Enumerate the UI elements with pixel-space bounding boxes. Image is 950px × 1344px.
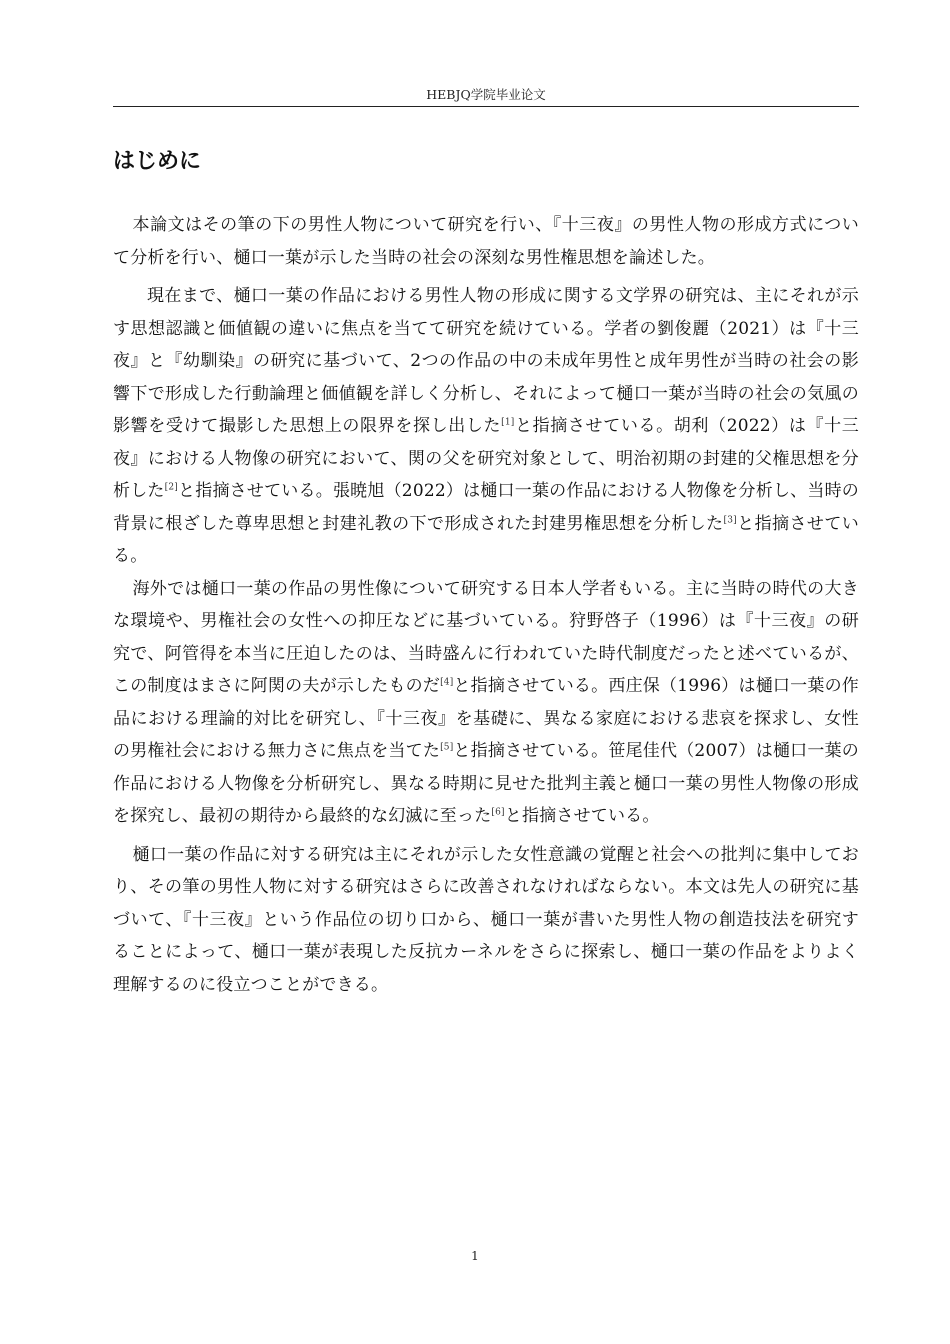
paragraph-3-text-3: と指摘させている。笹尾佳代（2007）は樋口一葉の作品における人物像を分析研究し、異なる時期に見せた批判主義と樋口一葉の男性人物像の形成を探究し、最初の期待から最終的な幻滅に至った xyxy=(113,741,859,826)
header-divider xyxy=(113,106,859,107)
paragraph-3-text-1: 海外では樋口一葉の作品の男性像について研究する日本人学者もいる。主に当時の時代の大きな環境や、男権社会の女性への抑圧などに基づいている。狩野啓子（1996）は『十三夜』の研究で、阿管得を本当に圧迫したのは、当時盛んに行われていた時代制度だったと述べているが、この制度はまさに阿関の夫が示したものだ xyxy=(113,578,859,696)
citation-ref-1[interactable]: [1] xyxy=(501,417,515,428)
paragraph-3-text-4: と指摘させている。 xyxy=(504,806,660,826)
citation-ref-6[interactable]: [6] xyxy=(491,807,505,818)
paragraph-3-text-2: と指摘させている。西庄保（1996）は樋口一葉の作品における理論的対比を研究し、『十三夜』を基礎に、異なる家庭における悲哀を探求し、女性の男権社会における無力さに焦点を当てた xyxy=(113,676,859,761)
paragraph-3 xyxy=(113,573,859,833)
citation-ref-3[interactable]: [3] xyxy=(723,515,737,526)
paragraph-4: 樋口一葉の作品に対する研究は主にそれが示した女性意識の覚醒と社会への批判に集中しており、その筆の男性人物に対する研究はさらに改善されなければならない。本文は先人の研究に基づいて、『十三夜』という作品位の切り口から、樋口一葉が書いた男性人物の創造技法を研究することによって、樋口一葉が表現した反抗カーネルをさらに探索し、樋口一葉の作品をよりよく理解するのに役立つことができる。 xyxy=(113,844,859,995)
paragraph-2-text-4: と指摘させている。 xyxy=(113,513,859,566)
body-text xyxy=(113,209,859,1001)
paragraph-1: 本論文はその筆の下の男性人物について研究を行い、『十三夜』の男性人物の形成方式について分析を行い、樋口一葉が示した当時の社会の深刻な男性権思想を論述した。 xyxy=(113,215,859,268)
paragraph-2-text-1: 現在まで、樋口一葉の作品における男性人物の形成に関する文学界の研究は、主にそれが示す思想認識と価値観の違いに焦点を当てて研究を続けている。学者の劉俊麗（2021）は『十三夜』と『幼馴染』の研究に基づいて、2つの作品の中の未成年男性と成年男性が当時の社会の影響下で形成した行動論理と価値観を詳しく分析し、それによって樋口一葉が当時の社会の気風の影響を受けて撮影した思想上の限界を探し出した xyxy=(113,286,859,436)
running-header: HEBJQ学院毕业论文 xyxy=(426,87,546,102)
citation-ref-2[interactable]: [2] xyxy=(164,482,179,493)
citation-ref-5[interactable]: [5] xyxy=(440,742,454,753)
paragraph-2-text-3: と指摘させている。張暁旭（2022）は樋口一葉の作品における人物像を分析し、当時の背景に根ざした尊卑思想と封建礼教の下で形成された封建男権思想を分析した xyxy=(113,481,859,534)
page-number: 1 xyxy=(471,1249,479,1263)
citation-ref-4[interactable]: [4] xyxy=(440,677,454,688)
paragraph-2 xyxy=(113,280,859,573)
paragraph-2-text-2: と指摘させている。胡利（2022）は『十三夜』における人物像の研究において、関の父を研究対象として、明治初期の封建的父権思想を分析した xyxy=(113,416,859,501)
section-title: はじめに xyxy=(113,149,202,174)
